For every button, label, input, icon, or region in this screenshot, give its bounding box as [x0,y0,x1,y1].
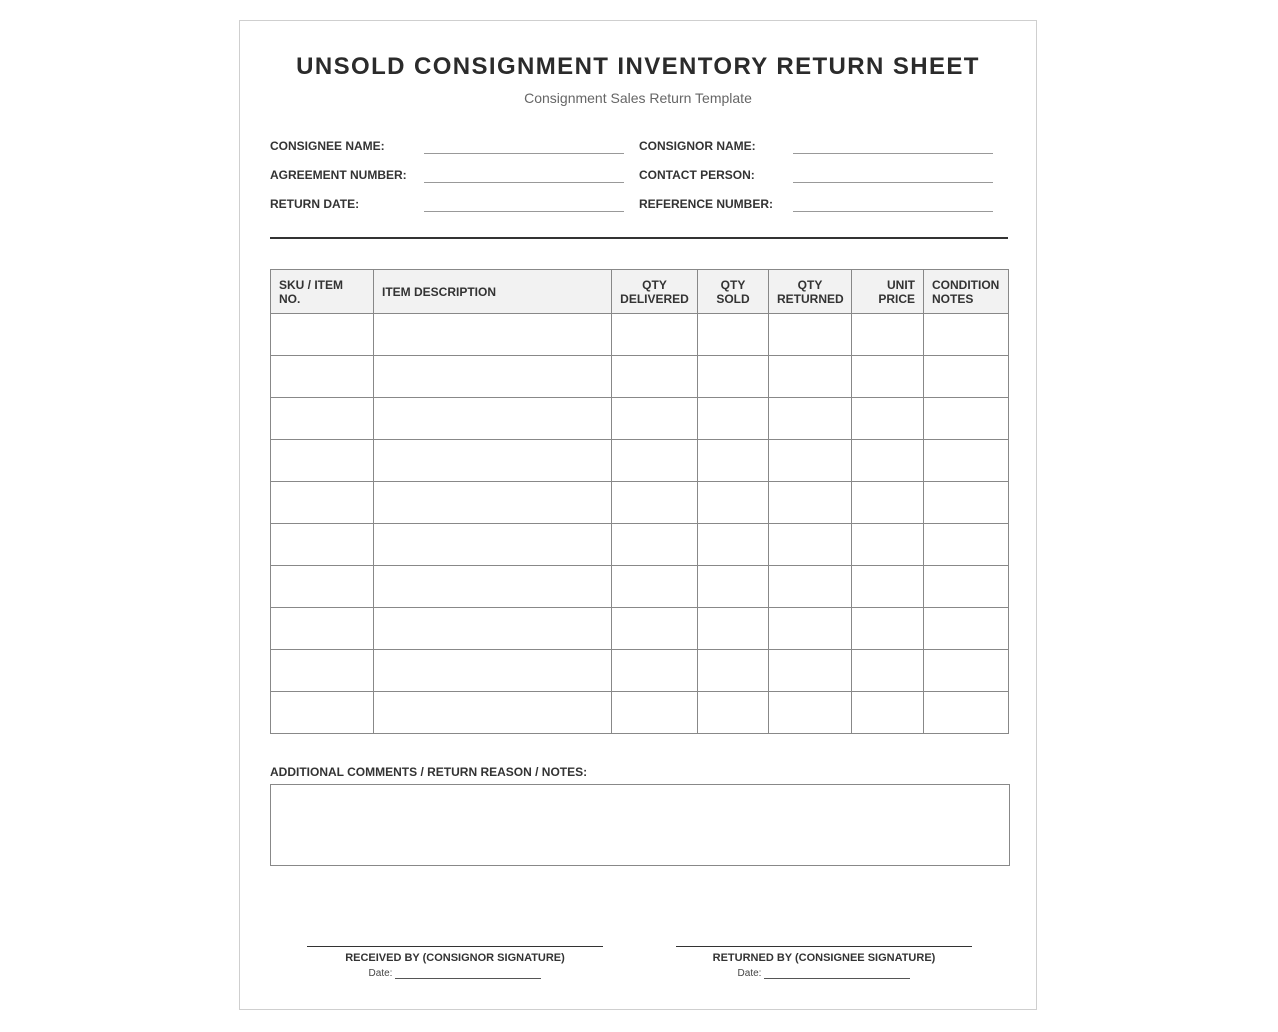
column-header-qty-sold: QTY SOLD [698,270,769,314]
table-row [271,356,1009,398]
received-by-date-field[interactable] [395,968,541,979]
table-cell[interactable] [769,566,852,608]
table-cell[interactable] [852,566,924,608]
table-cell[interactable] [612,314,698,356]
table-cell[interactable] [769,650,852,692]
table-cell[interactable] [612,608,698,650]
returned-by-signature-block [676,946,972,979]
return-sheet [239,20,1037,1010]
table-cell[interactable] [271,566,374,608]
table-cell[interactable] [271,356,374,398]
agreement-number-label: AGREEMENT NUMBER: [270,168,407,182]
table-cell[interactable] [374,398,612,440]
contact-person-field[interactable] [793,182,993,183]
table-cell[interactable] [769,692,852,734]
received-by-date [307,968,603,979]
table-cell[interactable] [374,650,612,692]
page-title: UNSOLD CONSIGNMENT INVENTORY RETURN SHEET [296,53,980,80]
table-cell[interactable] [769,440,852,482]
table-cell[interactable] [852,608,924,650]
table-cell[interactable] [852,356,924,398]
consignee-name-label: CONSIGNEE NAME: [270,139,385,153]
table-cell[interactable] [612,524,698,566]
return-date-label: RETURN DATE: [270,197,360,211]
table-cell[interactable] [374,692,612,734]
returned-by-date [676,968,972,979]
table-cell[interactable] [698,398,769,440]
agreement-number-field[interactable] [424,182,624,183]
table-cell[interactable] [271,524,374,566]
table-cell[interactable] [924,608,1009,650]
received-by-date-label: Date: [368,968,393,979]
table-cell[interactable] [271,608,374,650]
table-cell[interactable] [924,524,1009,566]
table-cell[interactable] [924,482,1009,524]
table-row [271,398,1009,440]
table-cell[interactable] [924,356,1009,398]
table-cell[interactable] [612,356,698,398]
section-divider [270,237,1008,239]
column-header-unit-price: UNIT PRICE [852,270,924,314]
reference-number-field[interactable] [793,211,993,212]
table-cell[interactable] [374,566,612,608]
returned-by-date-field[interactable] [764,968,910,979]
table-cell[interactable] [271,482,374,524]
column-header-description: ITEM DESCRIPTION [374,270,612,314]
table-header-row [271,270,1009,314]
table-cell[interactable] [924,650,1009,692]
column-header-qty-returned: QTY RETURNED [769,270,852,314]
table-cell[interactable] [852,650,924,692]
table-row [271,608,1009,650]
table-cell[interactable] [698,524,769,566]
table-cell[interactable] [698,608,769,650]
table-body [271,314,1009,734]
table-cell[interactable] [852,482,924,524]
table-row [271,566,1009,608]
table-row [271,482,1009,524]
table-cell[interactable] [612,398,698,440]
table-cell[interactable] [769,356,852,398]
reference-number-label: REFERENCE NUMBER: [639,197,774,211]
consignor-name-field[interactable] [793,153,993,154]
table-cell[interactable] [852,692,924,734]
table-cell[interactable] [612,650,698,692]
table-cell[interactable] [374,314,612,356]
table-row [271,524,1009,566]
table-cell[interactable] [924,440,1009,482]
table-cell[interactable] [612,440,698,482]
table-cell[interactable] [698,650,769,692]
table-cell[interactable] [612,692,698,734]
page-subtitle: Consignment Sales Return Template [524,90,752,106]
returned-by-signature-line[interactable] [676,946,972,947]
consignee-name-field[interactable] [424,153,624,154]
table-cell[interactable] [698,692,769,734]
table-cell[interactable] [769,608,852,650]
column-header-condition-notes: CONDITION NOTES [924,270,1009,314]
table-cell[interactable] [698,566,769,608]
table-cell[interactable] [769,314,852,356]
table-cell[interactable] [374,482,612,524]
table-cell[interactable] [374,524,612,566]
table-cell[interactable] [612,566,698,608]
comments-field[interactable] [270,784,1010,866]
column-header-qty-delivered: QTY DELIVERED [612,270,698,314]
table-cell[interactable] [698,440,769,482]
received-by-label: RECEIVED BY (CONSIGNOR SIGNATURE) [345,952,565,964]
table-cell[interactable] [271,440,374,482]
table-cell[interactable] [769,482,852,524]
table-cell[interactable] [612,482,698,524]
table-cell[interactable] [924,566,1009,608]
table-cell[interactable] [924,398,1009,440]
table-cell[interactable] [852,440,924,482]
table-cell[interactable] [698,482,769,524]
table-cell[interactable] [374,440,612,482]
received-by-signature-block [307,946,603,979]
received-by-signature-line[interactable] [307,946,603,947]
table-cell[interactable] [374,608,612,650]
table-row [271,440,1009,482]
table-cell[interactable] [698,314,769,356]
table-cell[interactable] [852,524,924,566]
table-row [271,692,1009,734]
table-cell[interactable] [769,398,852,440]
contact-person-label: CONTACT PERSON: [639,168,755,182]
returned-by-label: RETURNED BY (CONSIGNEE SIGNATURE) [712,952,936,964]
table-cell[interactable] [924,314,1009,356]
inventory-table [270,269,1009,734]
table-cell[interactable] [769,524,852,566]
table-row [271,314,1009,356]
table-cell[interactable] [271,314,374,356]
return-date-field[interactable] [424,211,624,212]
returned-by-date-label: Date: [737,968,762,979]
table-cell[interactable] [698,356,769,398]
table-cell[interactable] [271,398,374,440]
table-cell[interactable] [271,650,374,692]
table-cell[interactable] [852,314,924,356]
table-cell[interactable] [271,692,374,734]
table-row [271,650,1009,692]
consignor-name-label: CONSIGNOR NAME: [639,139,756,153]
table-cell[interactable] [852,398,924,440]
comments-label: ADDITIONAL COMMENTS / RETURN REASON / NOTES: [270,765,588,779]
table-cell[interactable] [924,692,1009,734]
table-cell[interactable] [374,356,612,398]
column-header-sku: SKU / ITEM NO. [271,270,374,314]
